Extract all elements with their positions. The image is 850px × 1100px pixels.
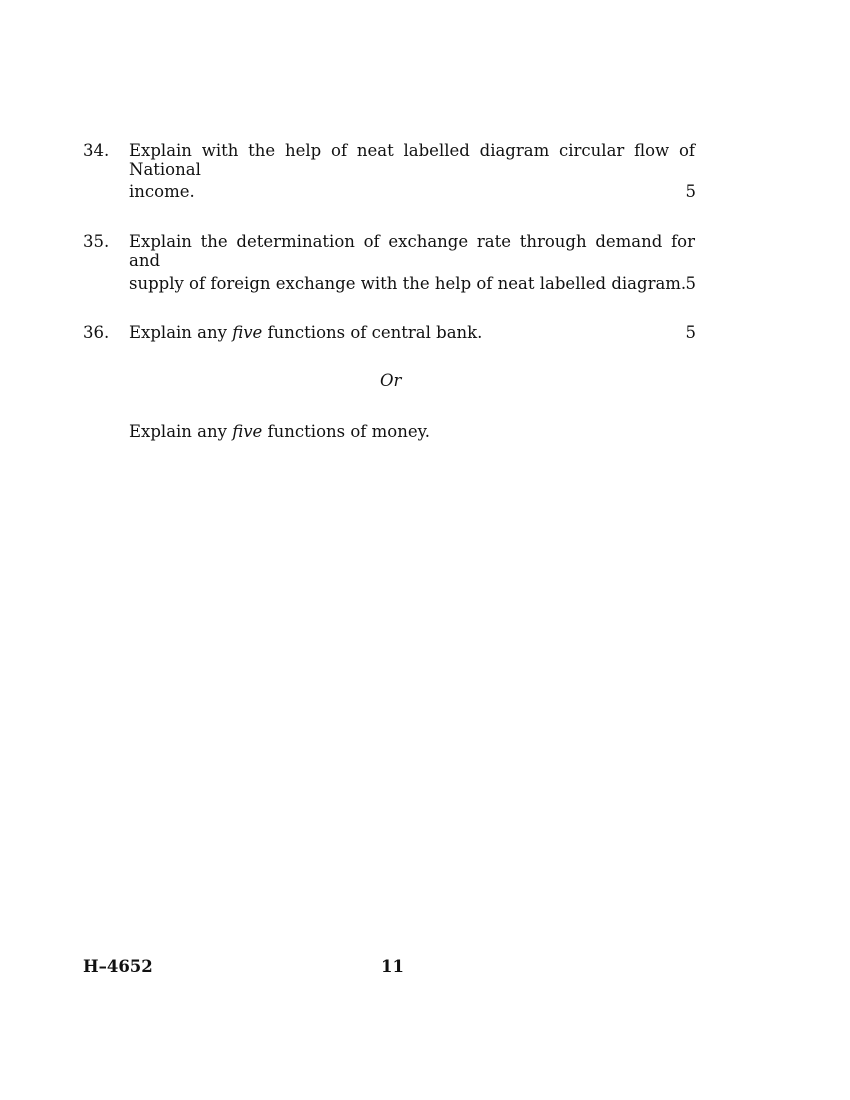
text-fragment: Explain any — [129, 323, 233, 342]
paper-code: H–4652 — [83, 957, 153, 976]
question-text-line1: Explain with the help of neat labelled diagram circular flow of National — [129, 141, 695, 179]
question-marks: 5 — [685, 323, 696, 342]
question-text-line2: income. — [129, 182, 195, 201]
question-text — [129, 323, 482, 342]
text-fragment: functions of central bank. — [262, 323, 483, 342]
emphasis-text: five — [232, 422, 263, 441]
emphasis-text: five — [232, 323, 263, 342]
text-fragment: Explain any — [129, 422, 233, 441]
text-fragment: functions of money. — [262, 422, 430, 441]
question-number: 34. — [83, 141, 110, 160]
question-marks: 5 — [685, 274, 696, 293]
page-number: 11 — [381, 957, 404, 976]
question-text-line2: supply of foreign exchange with the help of neat labelled diagram. — [129, 274, 687, 293]
or-separator: Or — [380, 371, 402, 390]
question-text-line1: Explain the determination of exchange rate through demand for and — [129, 232, 695, 270]
question-marks: 5 — [685, 182, 696, 201]
alternative-question-text — [129, 422, 430, 441]
question-number: 35. — [83, 232, 110, 251]
question-number: 36. — [83, 323, 110, 342]
